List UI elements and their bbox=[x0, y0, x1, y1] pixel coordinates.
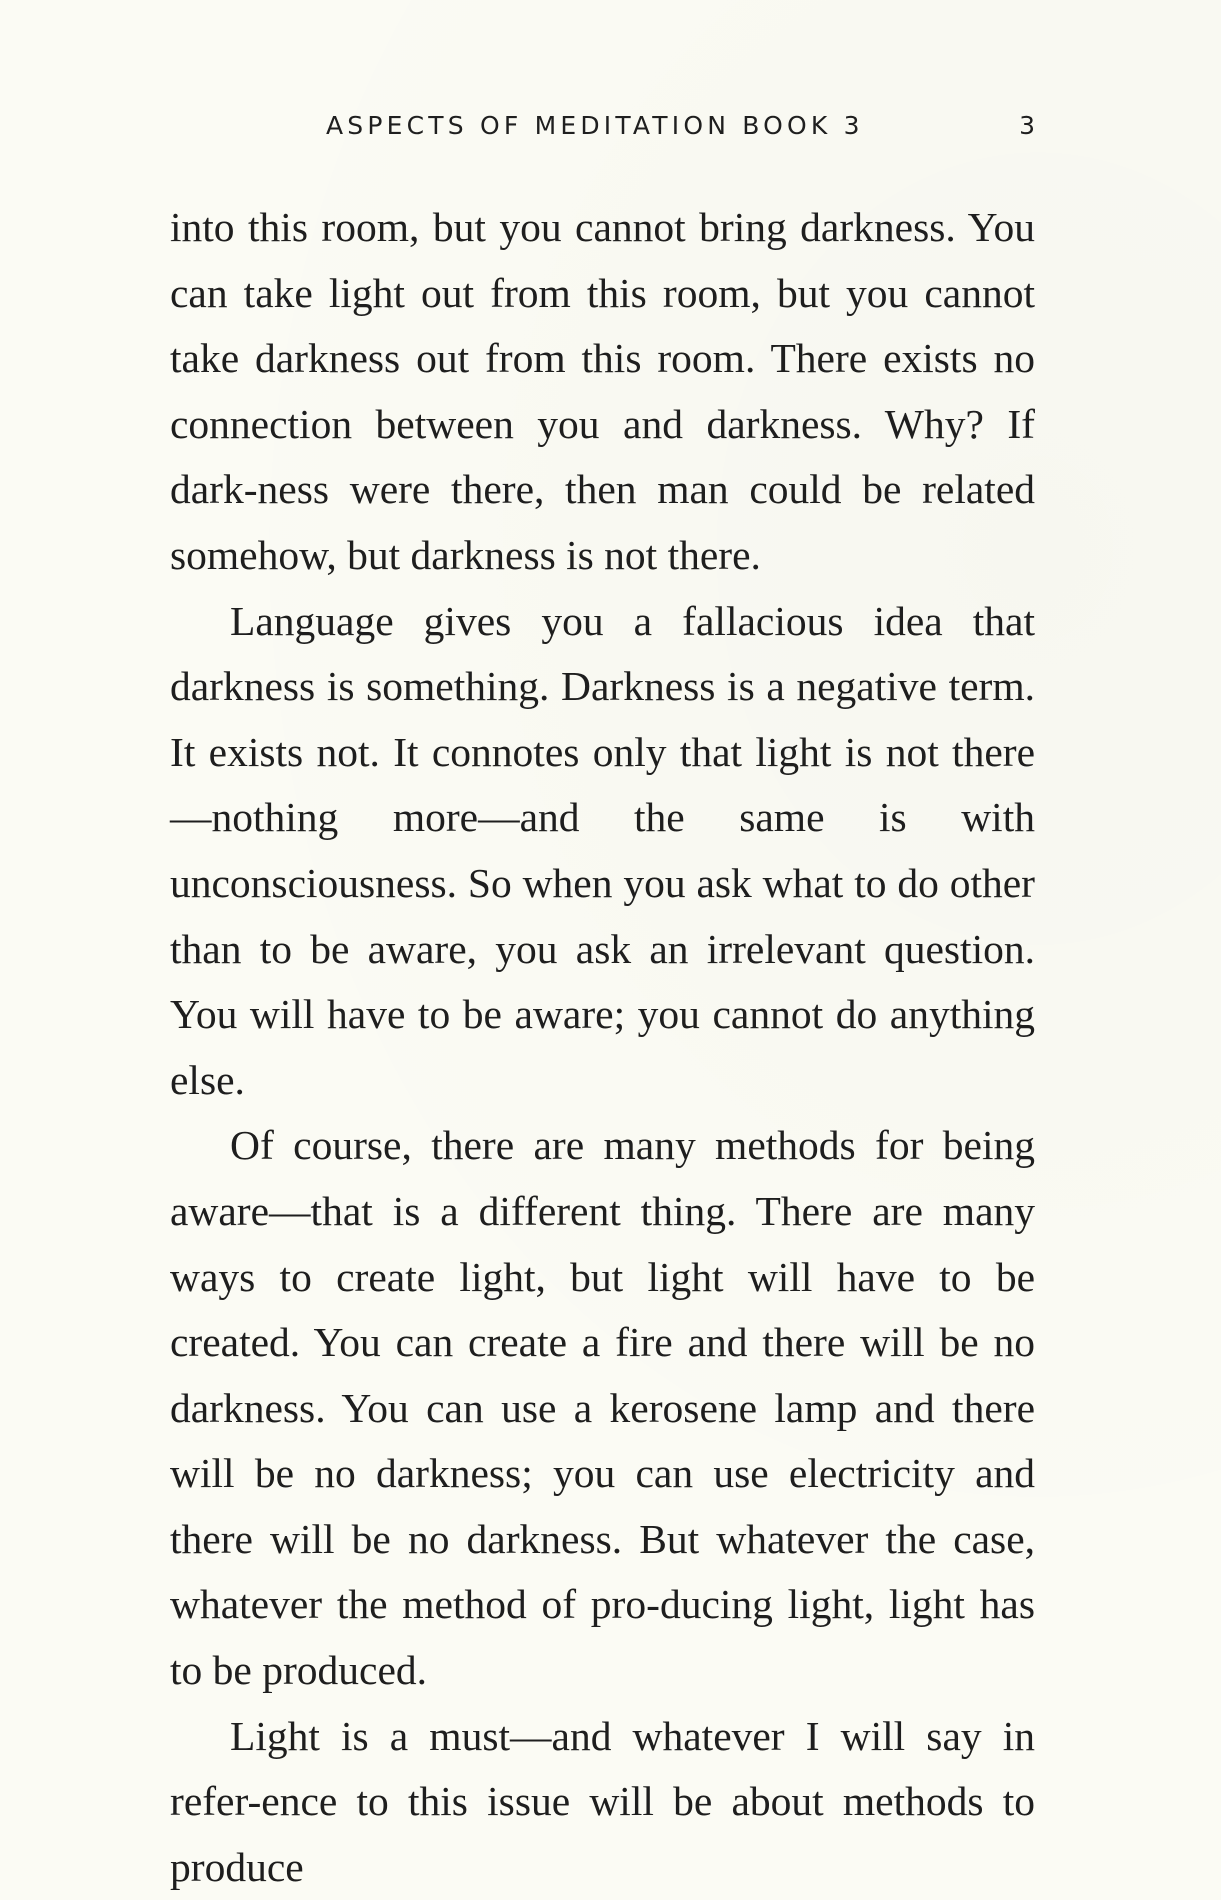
body-text bbox=[170, 195, 1035, 1900]
page-number: 3 bbox=[1019, 111, 1035, 140]
book-title-header: ASPECTS OF MEDITATION BOOK 3 bbox=[326, 111, 864, 140]
paragraph-2: Language gives you a fallacious idea that darkness is something. Darkness is a negative term. It exists not. It connotes only that light is not there—nothing more—and the same is with unconsciousness. So when you ask what to do other than to be aware, you ask an irrelevant question. You will have to be aware; you cannot do anything else. bbox=[170, 597, 1035, 1103]
paragraph-1: into this room, but you cannot bring darkness. You can take light out from this room, but you cannot take darkness out from this room. There exists no connection between you and darkness. Why? If dark-ness were there, then man could be related somehow, but darkness is not there. bbox=[170, 204, 1035, 578]
paragraph-4: Light is a must—and whatever I will say in refer-ence to this issue will be about methods to produce bbox=[170, 1712, 1035, 1890]
running-header bbox=[170, 106, 1035, 146]
paragraph-3: Of course, there are many methods for being aware—that is a different thing. There are many ways to create light, but light will have to be created. You can create a fire and there will be no darkness. You can use a kerosene lamp and there will be no darkness; you can use electricity and there will be no darkness. But whatever the case, whatever the method of pro-ducing light, light has to be produced. bbox=[170, 1122, 1035, 1694]
